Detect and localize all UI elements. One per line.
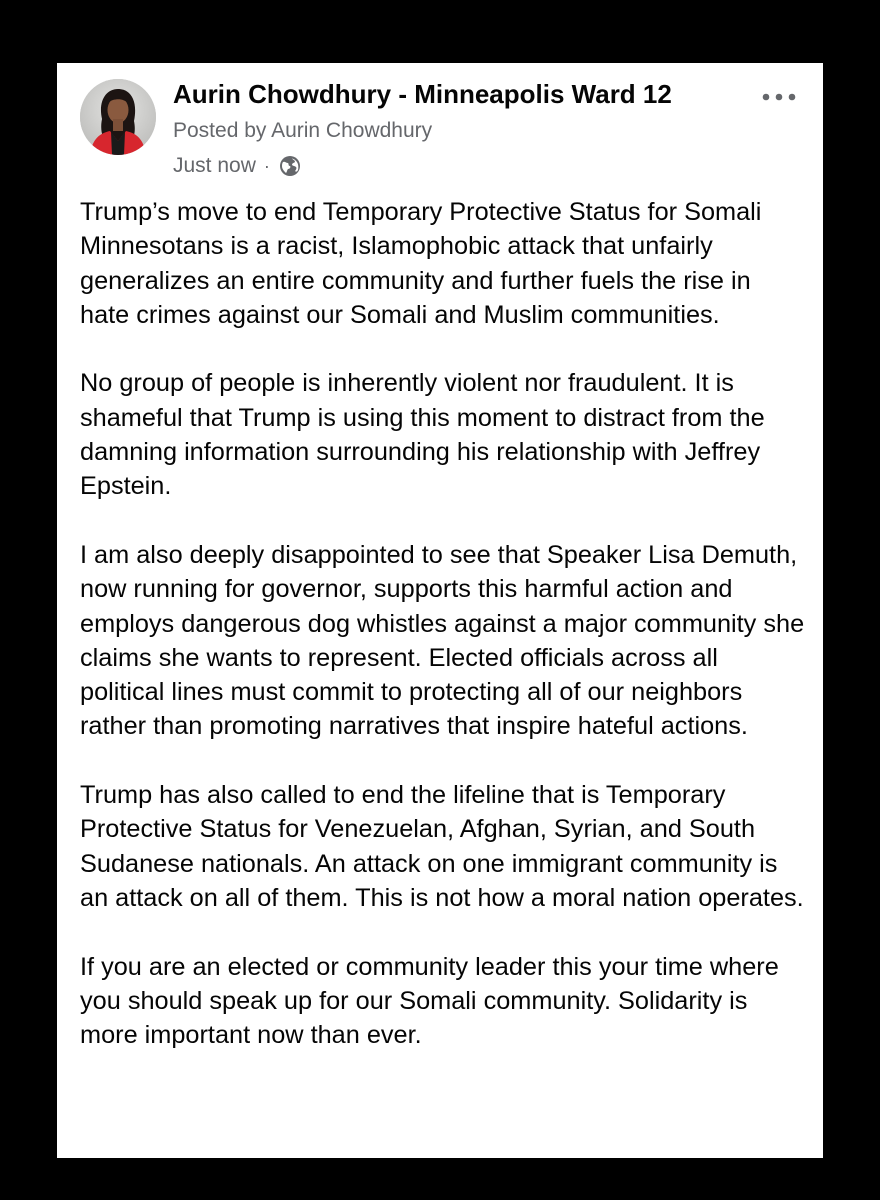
post-paragraph: Trump’s move to end Temporary Protective Status for Somali Minnesotans is a racist, Islamophobic attack that unfairly generalizes an entire community and further fuels the rise in hate crimes against our Somali and Muslim communities. xyxy=(80,198,762,329)
post-meta xyxy=(173,154,302,178)
meta-separator: · xyxy=(263,155,270,176)
profile-avatar[interactable] xyxy=(80,79,156,155)
globe-icon[interactable] xyxy=(278,154,302,178)
page-name-link[interactable]: Aurin Chowdhury - Minneapolis Ward 12 xyxy=(173,79,672,109)
more-options-icon xyxy=(762,93,796,101)
post-paragraph: If you are an elected or community leader this your time where you should speak up for our Somali community. Solidarity is more important now than ever. xyxy=(80,952,779,1050)
post-card xyxy=(57,63,823,1158)
avatar-image xyxy=(80,79,156,155)
posted-by-text: Posted by Aurin Chowdhury xyxy=(173,119,433,142)
post-paragraph: No group of people is inherently violent nor fraudulent. It is shameful that Trump is using this moment to distract from the damning information surrounding his relationship with Jeffrey Epstein. xyxy=(80,369,765,501)
post-paragraph: I am also deeply disappointed to see that Speaker Lisa Demuth, now running for governor, supports this harmful action and employs dangerous dog whistles against a major community she claims she wants to represent. Elected officials across all political lines must commit to protecting all of our neighbors rather than promoting narratives that inspire hateful actions. xyxy=(80,540,805,741)
post-body xyxy=(80,195,805,1087)
post-paragraph: Trump has also called to end the lifeline that is Temporary Protective Status for Venezuelan, Afghan, Syrian, and South Sudanese nationals. An attack on one immigrant community is an attack on all of them. This is not how a moral nation operates. xyxy=(80,781,804,912)
more-options-button[interactable] xyxy=(759,85,799,109)
timestamp-link[interactable]: Just now xyxy=(173,154,256,177)
